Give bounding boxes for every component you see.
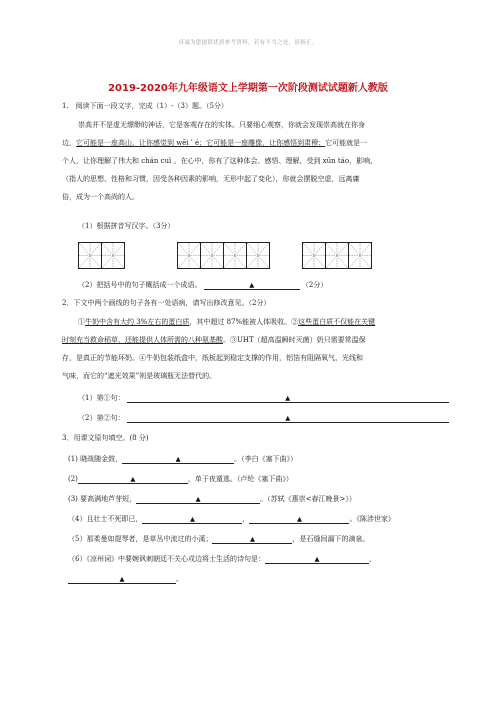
q3-item-4-text: （4）且壮士不死即已， <box>68 515 143 523</box>
q2-line1-num: ① <box>78 318 85 326</box>
answer-marker-icon: ▲ <box>249 281 255 289</box>
q3-item-4-blank-2[interactable] <box>249 515 349 524</box>
q2-underlined-sentence-2-end: 时刻充当救命稻草，还能提供人体所需的八种氨基酸 <box>62 336 223 344</box>
answer-marker-icon: ▲ <box>119 575 125 583</box>
q3-item-1 <box>68 455 297 464</box>
q3-item-3-source: 。（苏轼《惠崇<春江晚景>》） <box>260 495 356 503</box>
q2-line4: 气味，而它的“遮光效果”则是玻璃瓶无法替代的。 <box>62 372 217 380</box>
q1-para-line3: 个人，让你理解了伟大和 chán cuì 。在心中，你有了这种体会、感悟、理解，受到 xūn táo，影响， <box>62 157 378 165</box>
grid-box-2[interactable] <box>177 242 270 269</box>
q3-item-1-blank[interactable] <box>122 455 234 464</box>
grid-cell[interactable] <box>79 243 102 268</box>
q2-answer-2 <box>78 414 449 423</box>
q1-sub2-answer-blank[interactable] <box>204 281 300 290</box>
grid-cell[interactable] <box>247 243 269 268</box>
header-note: 真诚为您提供优质参考资料，若有不当之处，请指正。 <box>178 40 318 46</box>
q3-item-3-blank[interactable] <box>136 495 260 504</box>
q3-item-5-text: （5）那柔曼如提琴者，是草丛中流过的小溪； <box>68 535 213 543</box>
answer-marker-icon: ▲ <box>314 555 320 563</box>
q3-item-6-blank-1[interactable] <box>265 555 369 564</box>
q1-para-line2 <box>62 139 367 148</box>
q2-line2-end: 。③UHT（超高温瞬时灭菌）奶只需要常温保 <box>223 336 366 344</box>
q3-item-2 <box>68 475 293 484</box>
answer-marker-icon: ▲ <box>285 394 291 402</box>
q2-line1-mid: ，其中超过 87%能被人体吸收。② <box>189 318 299 326</box>
q1-para-line1: 崇高并不是虚无缥缈的神话，它是客观存在的实体。只要细心观察，你就会发现崇高就在你身 <box>78 121 365 129</box>
q2-underlined-sentence-2-start: 这些蛋白质不仅能在关键 <box>298 318 376 326</box>
answer-marker-icon: ▲ <box>175 455 181 463</box>
q2-answer-1 <box>78 394 449 403</box>
q2-line3: 存，是真正的节能环奶。④牛奶包装纸盒中，纸板起到稳定支撑的作用，铝箔有阻隔氧气、光线和 <box>62 354 363 362</box>
answer-marker-icon: ▲ <box>296 515 302 523</box>
grid-cell[interactable] <box>349 243 371 268</box>
q1-stem: 1. 阅读下面一段文字，完成（1）-（3）题。（5分） <box>62 102 228 110</box>
q3-item-6-period: 。 <box>176 575 183 583</box>
q1-sub2 <box>78 281 327 290</box>
q1-sub2-score: （2分） <box>301 281 328 289</box>
q3-item-4 <box>68 515 395 524</box>
q2-line2 <box>62 336 366 345</box>
grid-box-1[interactable] <box>78 242 125 269</box>
grid-cell[interactable] <box>178 243 201 268</box>
answer-marker-icon: ▲ <box>189 515 195 523</box>
answer-marker-icon: ▲ <box>285 414 291 422</box>
q3-item-2-text: ，单于夜遁逃。（卢纶《塞下曲》） <box>187 475 293 483</box>
q3-item-4-blank-1[interactable] <box>142 515 242 524</box>
q2-stem: 2．下文中两个画线的句子各有一处语病，请写出修改意见。（2分） <box>62 299 271 307</box>
q3-item-6-text: （6）《凉州词》中要婉讽刺朝廷不关心戍边将士生活的诗句是： <box>68 555 265 563</box>
q2-underlined-sentence-1: 牛奶中含有大约 3%左右的蛋白质 <box>85 318 190 326</box>
answer-marker-icon: ▲ <box>195 495 201 503</box>
q2-answer-2-blank[interactable] <box>127 414 449 423</box>
q1-para-line2-end: 它可能就是一 <box>325 139 368 147</box>
q2-line1 <box>78 318 375 327</box>
grid-box-3[interactable] <box>302 242 372 269</box>
grid-cell[interactable] <box>201 243 224 268</box>
grid-cell[interactable] <box>303 243 326 268</box>
grid-cell[interactable] <box>102 243 124 268</box>
q3-item-3 <box>68 495 356 504</box>
page-title: 2019-2020年九年级语文上学期第一次阶段测试试题新人教版 <box>108 83 388 94</box>
q2-answer-1-blank[interactable] <box>127 394 449 403</box>
q3-item-1-source: 。（李白《塞下曲》） <box>234 455 298 463</box>
q3-item-6-cont <box>68 575 183 584</box>
q1-para-line5: 俗，成为一个高尚的人。 <box>62 193 139 201</box>
q3-item-2-num: (2) <box>68 475 78 483</box>
grid-cell[interactable] <box>326 243 349 268</box>
q1-underlined-sentence: 它可能是一座高山，让你感觉到 wēi ʹ é；它可能是一座雕像，让你感悟到肃穆； <box>76 139 326 147</box>
q2-answer-1-label: （1）第①句： <box>78 394 125 402</box>
q3-stem: 3．用课文原句填空。(8 分) <box>62 434 149 442</box>
q3-item-6-comma: ， <box>368 555 376 563</box>
q3-item-4-source: 。《陈涉世家》 <box>349 515 395 523</box>
writing-grids <box>78 242 372 269</box>
q1-sub2-text: （2）把括号中的句子概括成一个成语。 <box>78 281 202 289</box>
q3-item-5 <box>68 535 369 544</box>
q3-item-3-text: (3) 要高满地芦芽短， <box>68 495 137 503</box>
q3-item-5-blank[interactable] <box>212 535 292 544</box>
answer-marker-icon: ▲ <box>249 535 255 543</box>
q3-item-5-end: ，是石缝间漏下的滴泉。 <box>292 535 370 543</box>
q3-item-6 <box>68 555 376 564</box>
q1-para-line2-start: 边， <box>62 139 76 147</box>
grid-cell[interactable] <box>224 243 247 268</box>
q3-item-2-blank[interactable] <box>78 475 188 484</box>
q3-item-6-blank-2[interactable] <box>68 575 176 584</box>
q3-item-4-comma: ， <box>242 515 250 523</box>
q3-item-1-text: (1) 晓战随金鼓， <box>68 455 123 463</box>
q2-answer-2-label: （2）第②句： <box>78 414 125 422</box>
answer-marker-icon: ▲ <box>130 475 136 483</box>
q1-sub1: （1）根据拼音写汉字。（3分） <box>78 222 175 230</box>
q1-para-line4: （指人的思想、性格和习惯，因受各种因素的影响，无形中起了变化），你就会摆脱空虚，远离庸 <box>62 175 360 183</box>
